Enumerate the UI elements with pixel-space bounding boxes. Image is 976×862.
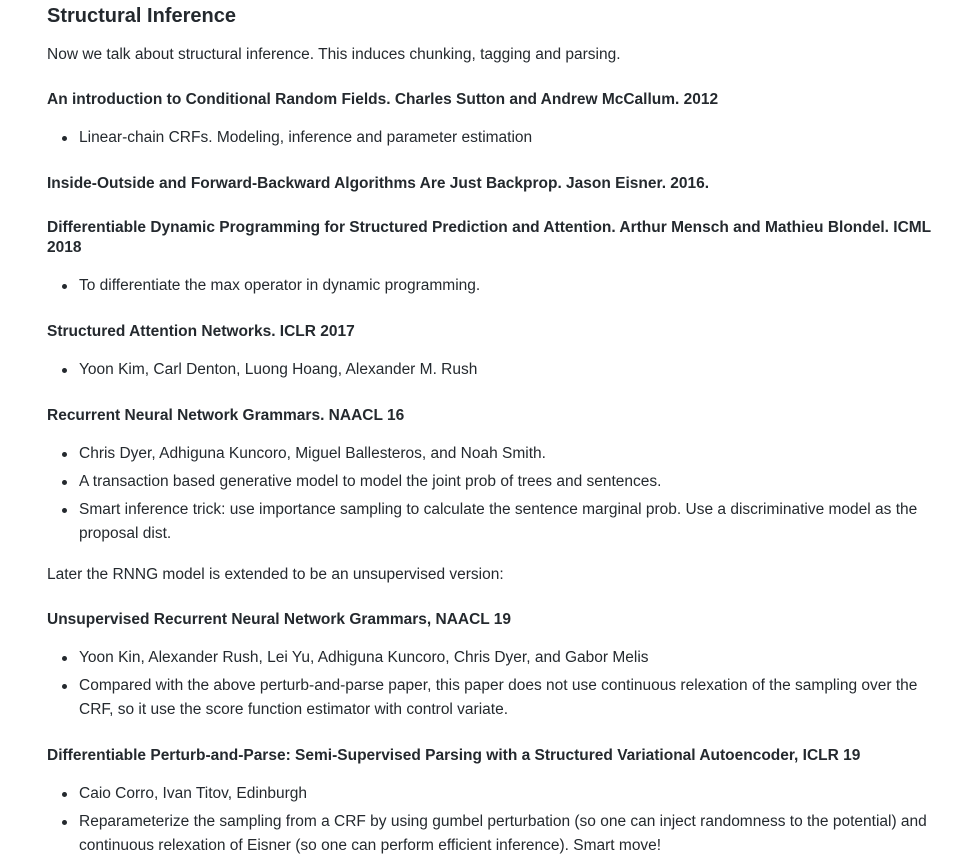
paper-bullets-structured-attention <box>47 358 932 386</box>
paper-title-diff-dp: Differentiable Dynamic Programming for Structured Prediction and Attention. Arthur Mensch and Mathieu Blondel. ICML 2018 <box>47 219 931 256</box>
paper-title-rnng: Recurrent Neural Network Grammars. NAACL 16 <box>47 407 405 424</box>
list-item: A transaction based generative model to model the joint prob of trees and sentences. <box>47 470 932 494</box>
paper-title-perturb-and-parse: Differentiable Perturb-and-Parse: Semi-Supervised Parsing with a Structured Variational Autoencoder, ICLR 19 <box>47 747 861 764</box>
list-item: Compared with the above perturb-and-parse paper, this paper does not use continuous relexation of the sampling over the CRF, so it use the score function estimator with control variate. <box>47 674 932 722</box>
paper-bullets-diff-dp <box>47 274 932 302</box>
list-item: Reparameterize the sampling from a CRF by using gumbel perturbation (so one can inject randomness to the potential) and continuous relexation of Eisner (so one can perform efficient inference). Smart move! <box>47 810 932 858</box>
section-title: Structural Inference <box>47 5 236 27</box>
list-item: Linear-chain CRFs. Modeling, inference and parameter estimation <box>47 126 932 150</box>
paper-title-structured-attention: Structured Attention Networks. ICLR 2017 <box>47 323 355 340</box>
paper-bullets-crf <box>47 126 932 154</box>
list-item: Smart inference trick: use importance sampling to calculate the sentence marginal prob. Use a discriminative model as the proposal dist. <box>47 498 932 546</box>
later-note-paragraph: Later the RNNG model is extended to be an unsupervised version: <box>47 566 504 583</box>
list-item: To differentiate the max operator in dynamic programming. <box>47 274 932 298</box>
paper-bullets-urnng <box>47 646 932 726</box>
list-item: Chris Dyer, Adhiguna Kuncoro, Miguel Ballesteros, and Noah Smith. <box>47 442 932 466</box>
paper-bullets-rnng <box>47 442 932 550</box>
paper-title-crf: An introduction to Conditional Random Fields. Charles Sutton and Andrew McCallum. 2012 <box>47 91 719 108</box>
list-item: Caio Corro, Ivan Titov, Edinburgh <box>47 782 932 806</box>
paper-bullets-perturb-and-parse <box>47 782 932 862</box>
paper-title-urnng: Unsupervised Recurrent Neural Network Grammars, NAACL 19 <box>47 611 512 628</box>
list-item: Yoon Kin, Alexander Rush, Lei Yu, Adhiguna Kuncoro, Chris Dyer, and Gabor Melis <box>47 646 932 670</box>
paper-title-inside-outside: Inside-Outside and Forward-Backward Algorithms Are Just Backprop. Jason Eisner. 2016. <box>47 175 710 192</box>
list-item: Yoon Kim, Carl Denton, Luong Hoang, Alexander M. Rush <box>47 358 932 382</box>
intro-paragraph: Now we talk about structural inference. This induces chunking, tagging and parsing. <box>47 46 621 63</box>
